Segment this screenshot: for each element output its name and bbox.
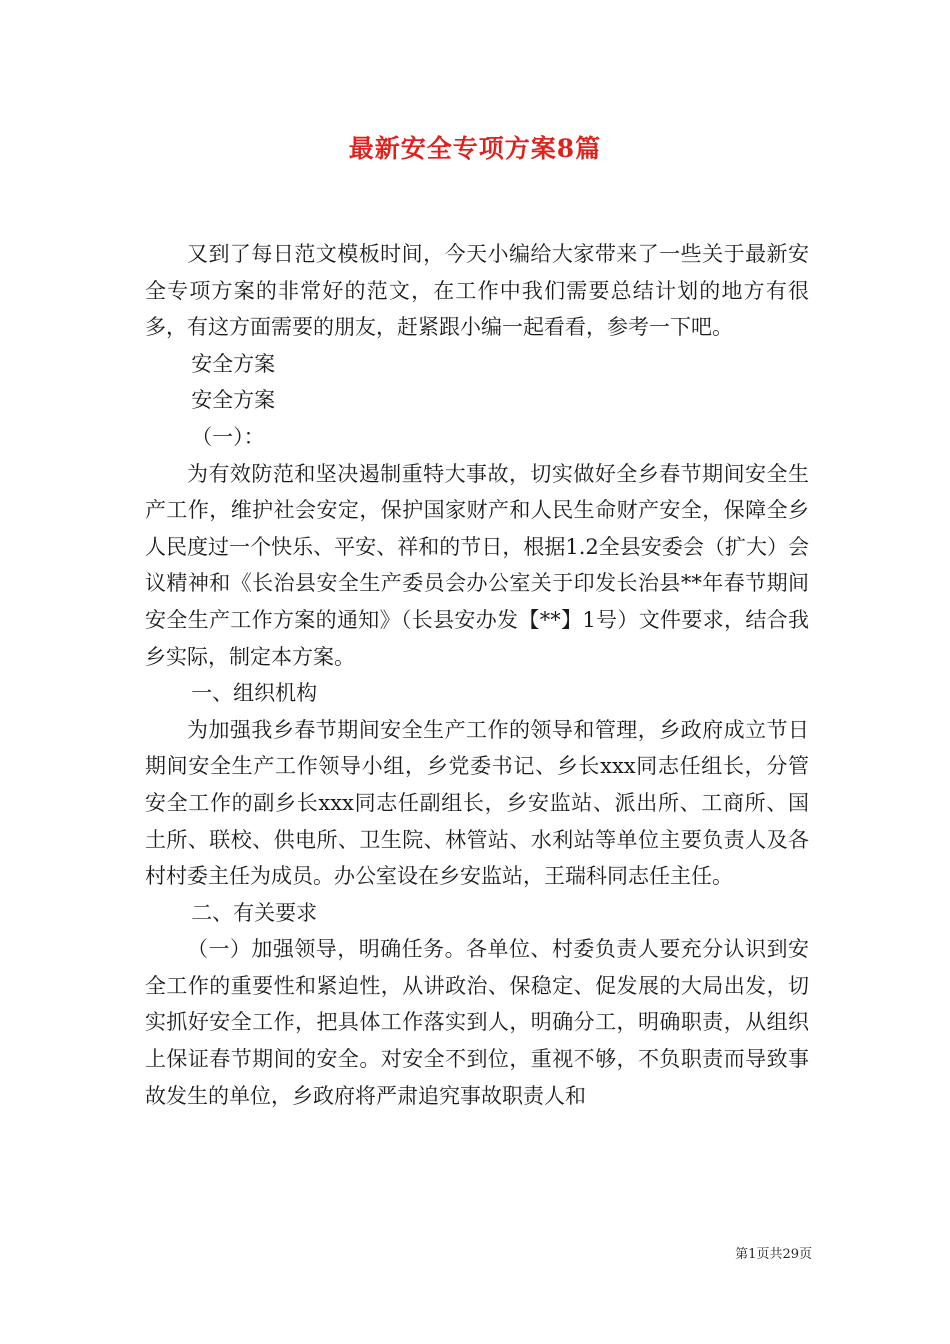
section-heading: 安全方案: [191, 388, 276, 413]
intro-paragraph: 又到了每日范文模板时间，今天小编给大家带来了一些关于最新安全专项方案的非常好的范文，在工作中我们需要总结计划的地方有很多，有这方面需要的朋友，赶紧跟小编一起看看，参考一下吧。: [145, 242, 809, 340]
section-heading: 安全方案: [191, 351, 276, 376]
page-number-footer: 第1页共29页: [735, 1247, 812, 1262]
document-body: [145, 236, 809, 1114]
document-title: 最新安全专项方案8篇: [348, 134, 602, 163]
body-paragraph: 为有效防范和坚决遏制重特大事故，切实做好全乡春节期间安全生产工作，维护社会安定，保护国家财产和人民生命财产安全，保障全乡人民度过一个快乐、平安、祥和的节日，根据1.2全县安委会（扩大）会议精神和《长治县安全生产委员会办公室关于印发长治县**年春节期间安全生产工作方案的通知》（长县安办发【**】1号）文件要求，结合我乡实际，制定本方案。: [145, 461, 809, 669]
subsection-marker: （一）：: [191, 424, 265, 449]
body-paragraph: 为加强我乡春节期间安全生产工作的领导和管理，乡政府成立节日期间安全生产工作领导小组，乡党委书记、乡长xxx同志任组长，分管安全工作的副乡长xxx同志任副组长，乡安监站、派出所、工商所、国土所、联校、供电所、卫生院、林管站、水利站等单位主要负责人及各村村委主任为成员。办公室设在乡安监站，王瑞科同志任主任。: [145, 717, 809, 889]
body-paragraph: （一）加强领导，明确任务。各单位、村委负责人要充分认识到安全工作的重要性和紧迫性，从讲政治、保稳定、促发展的大局出发，切实抓好安全工作，把具体工作落实到人，明确分工，明确职责，从组织上保证春节期间的安全。对安全不到位，重视不够，不负职责而导致事故发生的单位，乡政府将严肃追究事故职责人和: [145, 937, 809, 1108]
section-heading: 一、组织机构: [191, 681, 318, 706]
section-heading: 二、有关要求: [191, 900, 318, 925]
